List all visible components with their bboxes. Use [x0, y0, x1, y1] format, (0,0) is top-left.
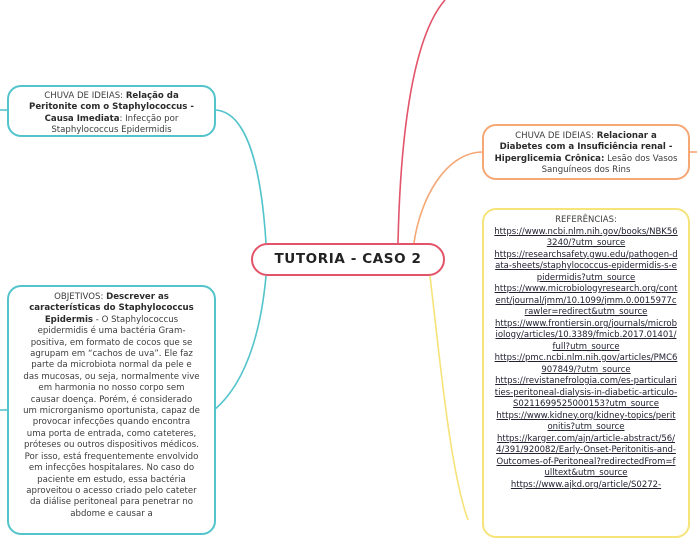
central-topic[interactable]: [251, 243, 445, 276]
central-title: TUTORIA - CASO 2: [274, 251, 422, 267]
reference-link-5[interactable]: https://pmc.ncbi.nlm.nih.gov/articles/PMC6907849/?utm_source: [494, 353, 678, 375]
brainstorm-1-bold: Relação da Peritonite com o Staphylococcus - Causa Imediata: [29, 91, 194, 124]
reference-link-6[interactable]: https://revistanefrologia.com/es-particularities-peritoneal-dialysis-in-diabetic-articulo-S0211699525000153?utm_source: [494, 376, 678, 409]
objectives-prefix: OBJETIVOS:: [54, 292, 104, 302]
objectives-rest: - O Staphylococcus epidermidis é uma bactéria Gram-positiva, em formato de cocos que se agrupam em “cachos de uva”. Ele faz parte da microbiota normal da pele e das mucosas, ou seja, normalmente vive em harmonia no nosso corpo sem causar doença. Porém, é considerado um microrganismo oportunista, capaz de provocar infecções quando encontra uma porta de entrada, como cateteres, próteses ou outros dispositivos médicos. Por isso, está frequentemente envolvido em infecções hospitalares. No caso do paciente em estudo, essa bactéria aproveitou o acesso criado pelo cateter da diálise peritoneal para penetrar no abdome e causar a: [23, 314, 200, 519]
brainstorm-node-1[interactable]: [7, 85, 216, 137]
brainstorm-2-rest: Lesão dos Vasos Sanguíneos dos Rins: [541, 153, 678, 176]
brainstorm-node-2[interactable]: [482, 124, 690, 180]
references-title: REFERÊNCIAS:: [555, 215, 617, 225]
connector-brainstorm-1: [214, 110, 266, 243]
references-node[interactable]: [482, 208, 690, 538]
reference-link-3[interactable]: https://www.microbiologyresearch.org/content/journal/jmm/10.1099/jmm.0.0015977crawler=redirect&utm_source: [494, 284, 678, 317]
reference-link-2[interactable]: https://researchsafety.gwu.edu/pathogen-data-sheets/staphylococcus-epidermidis-s-epidermidis?utm_source: [494, 249, 678, 283]
brainstorm-2-prefix: CHUVA DE IDEIAS:: [515, 131, 594, 141]
objectives-bold: Descrever as características do Staphylococcus Epidermis: [29, 292, 194, 325]
connector-references: [430, 276, 468, 520]
reference-link-7[interactable]: https://www.kidney.org/kidney-topics/peritonitis?utm_source: [496, 410, 676, 432]
reference-link-9[interactable]: https://www.ajkd.org/article/S0272-: [510, 479, 662, 490]
brainstorm-1-prefix: CHUVA DE IDEIAS:: [44, 91, 124, 101]
reference-link-4[interactable]: https://www.frontiersin.org/journals/microbiology/articles/10.3389/fmicb.2017.01401/full?utm_source: [495, 318, 677, 352]
objectives-node[interactable]: [7, 285, 216, 535]
connector-top-branch: [398, 0, 445, 243]
brainstorm-1-rest: : Infecção por Staphylococcus Epidermidis: [51, 113, 179, 136]
brainstorm-2-bold: Relacionar a Diabetes com a Insuficiência renal - Hiperglicemia Crônica:: [494, 131, 673, 164]
connector-objectives: [214, 276, 266, 410]
reference-link-8[interactable]: https://karger.com/ajn/article-abstract/56/4/391/920082/Early-Onset-Peritonitis-and-Outcomes-of-Peritoneal?redirectedFrom=fulltext&utm_source: [496, 433, 676, 478]
reference-link-1[interactable]: https://www.ncbi.nlm.nih.gov/books/NBK563240/?utm_source: [494, 226, 678, 248]
connector-brainstorm-2: [414, 152, 483, 243]
